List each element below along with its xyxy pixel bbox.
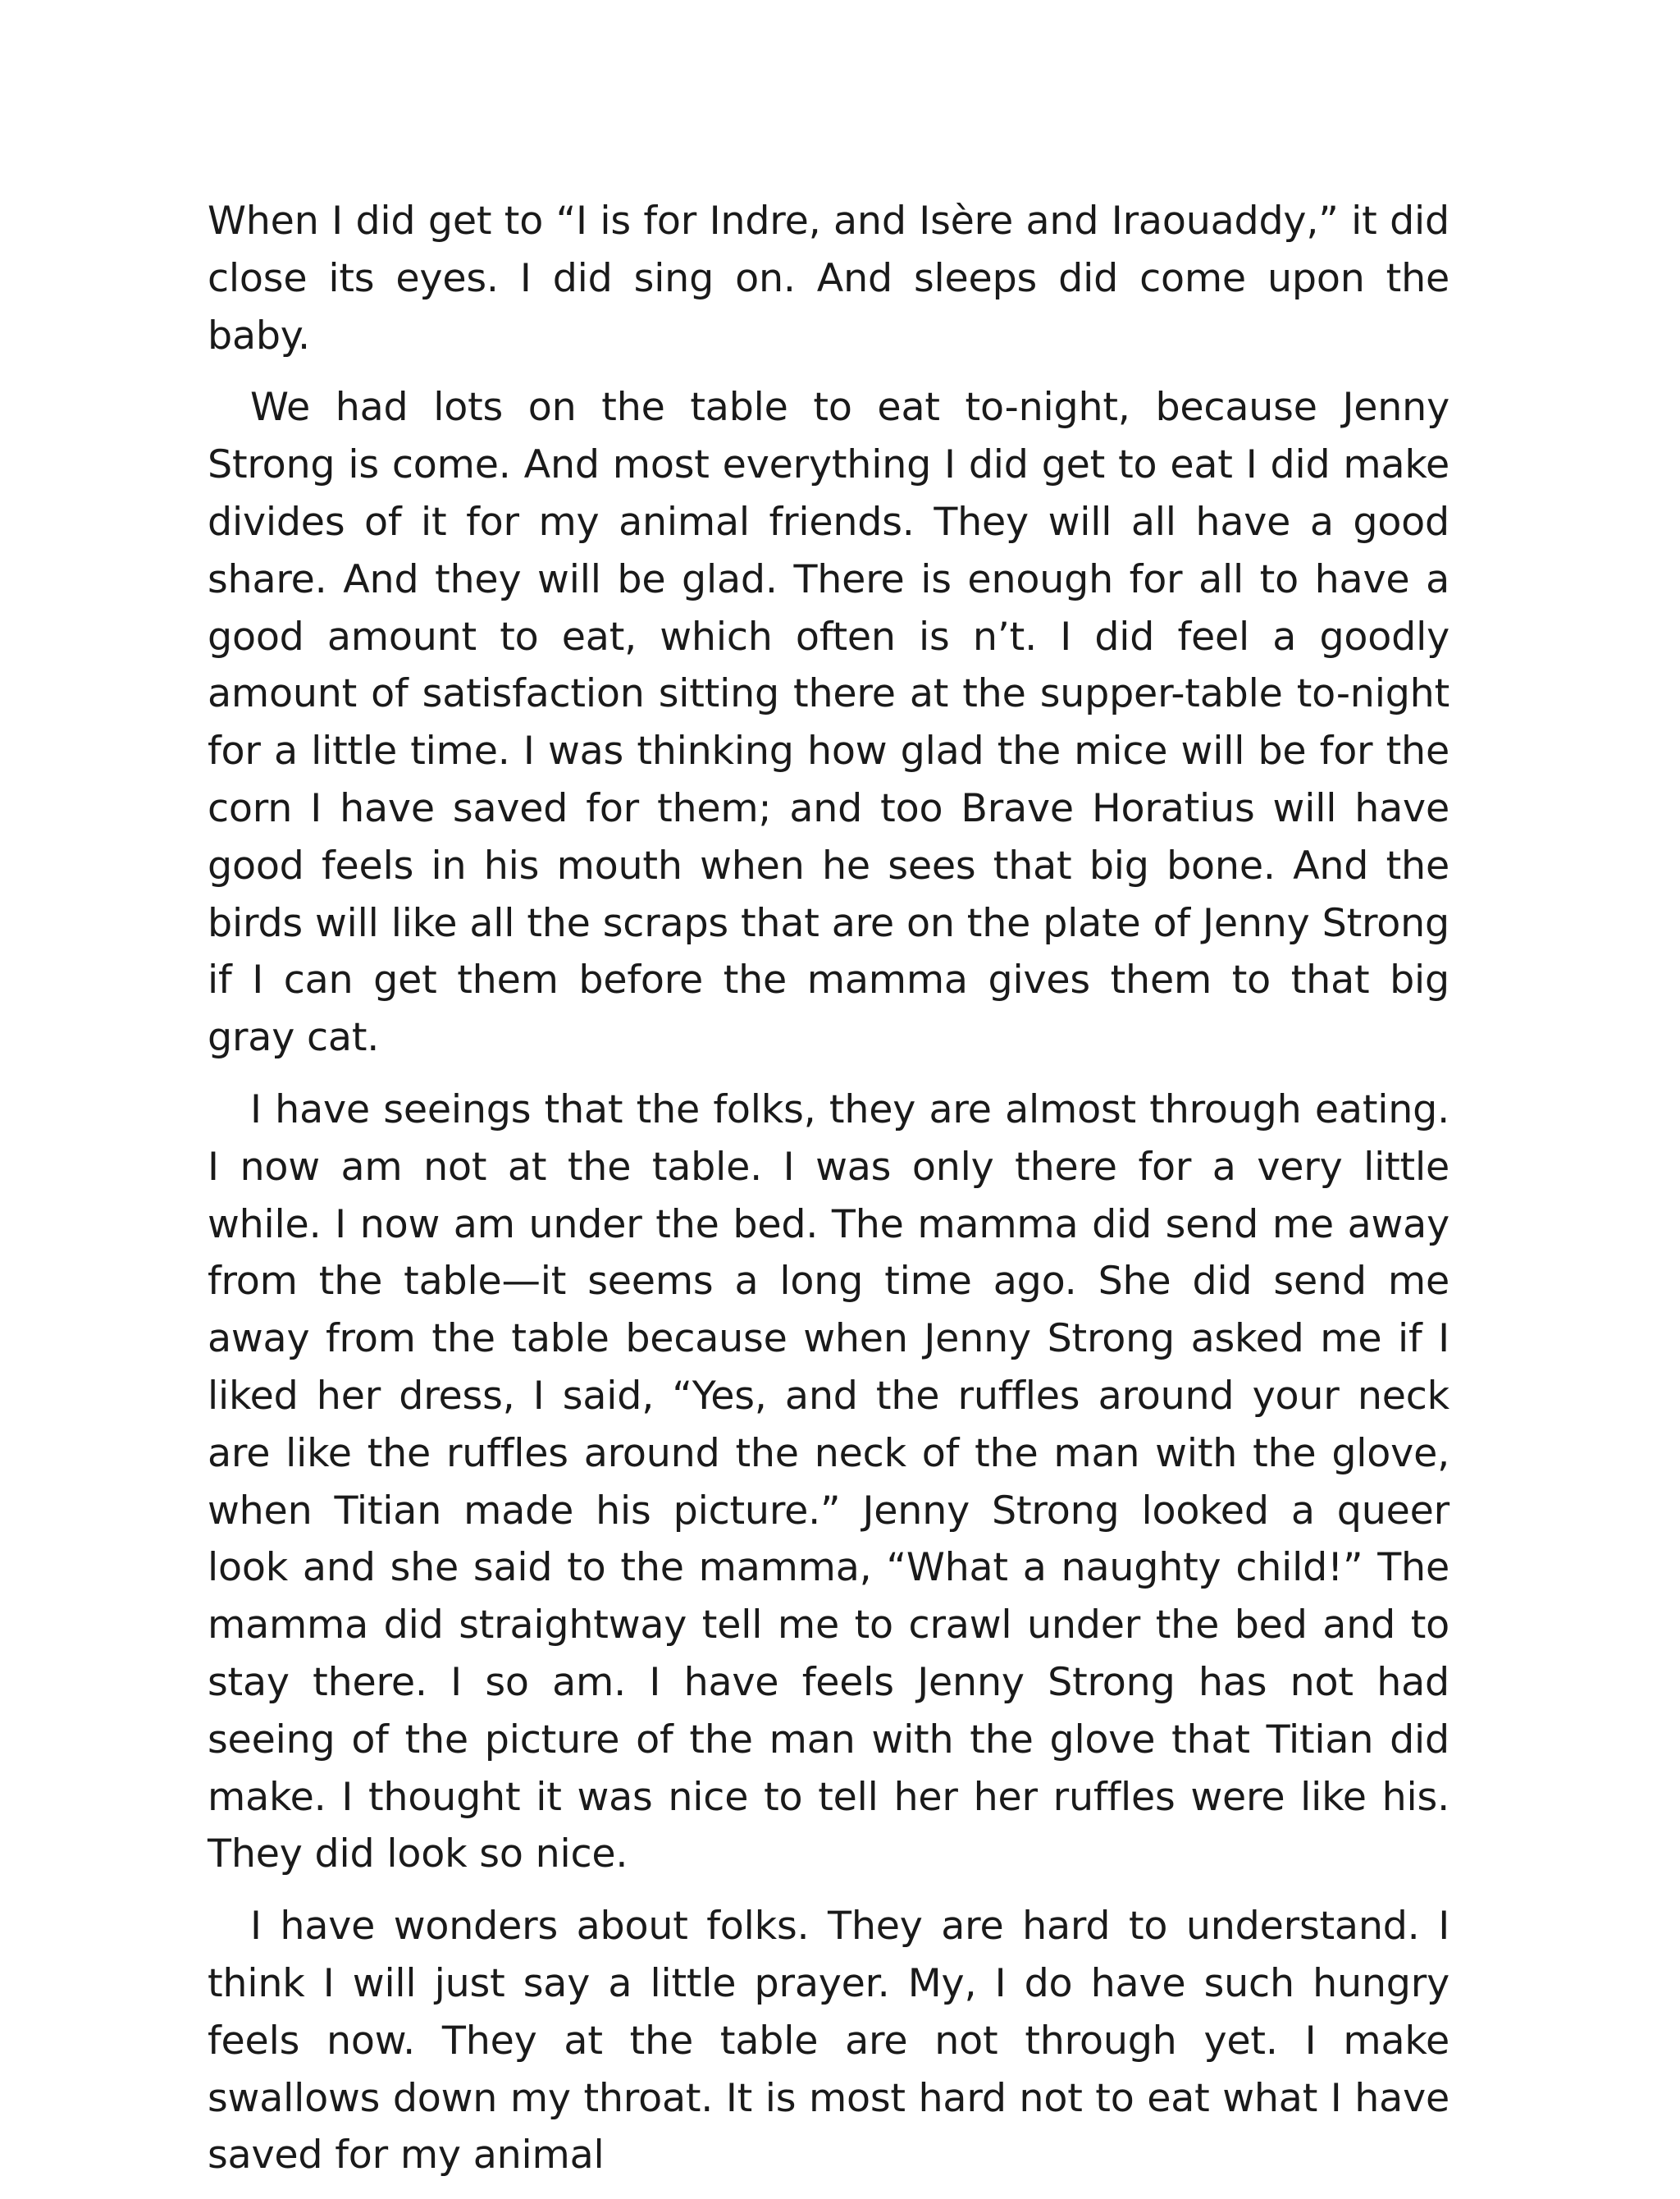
paragraph-1: When I did get to “I is for Indre, and Isère and Iraouaddy,” it did close its eyes. I did sing on. And sleeps did come upon the baby. [208,199,1449,359]
paragraph-4: I have wonders about folks. They are hard to understand. I think I will just say a little prayer. My, I do have such hungry feels now. They at the table are not through yet. I make swallows down my throat. It is most hard not to eat what I have saved for my animal [208,1904,1449,2178]
page-body [208,193,1449,2199]
paragraph-2: We had lots on the table to eat to-night, because Jenny Strong is come. And most everything I did get to eat I did make divides of it for my animal friends. They will all have a good share. And they will be glad. There is enough for all to have a good amount to eat, which often is n’t. I did feel a goodly amount of satisfaction sitting there at the supper-table to-night for a little time. I was thinking how glad the mice will be for the corn I have saved for them; and too Brave Horatius will have good feels in his mouth when he sees that big bone. And the birds will like all the scraps that are on the plate of Jenny Strong if I can get them before the mamma gives them to that big gray cat. [208,385,1449,1061]
paragraph-3: I have seeings that the folks, they are almost through eating. I now am not at the table. I was only there for a very little while. I now am under the bed. The mamma did send me away from the table—it seems a long time ago. She did send me away from the table because when Jenny Strong asked me if I liked her dress, I said, “Yes, and the ruffles around your neck are like the ruffles around the neck of the man with the glove, when Titian made his picture.” Jenny Strong looked a queer look and she said to the mamma, “What a naughty child!” The mamma did straightway tell me to crawl under the bed and to stay there. I so am. I have feels Jenny Strong has not had seeing of the picture of the man with the glove that Titian did make. I thought it was nice to tell her her ruffles were like his. They did look so nice. [208,1086,1449,1877]
